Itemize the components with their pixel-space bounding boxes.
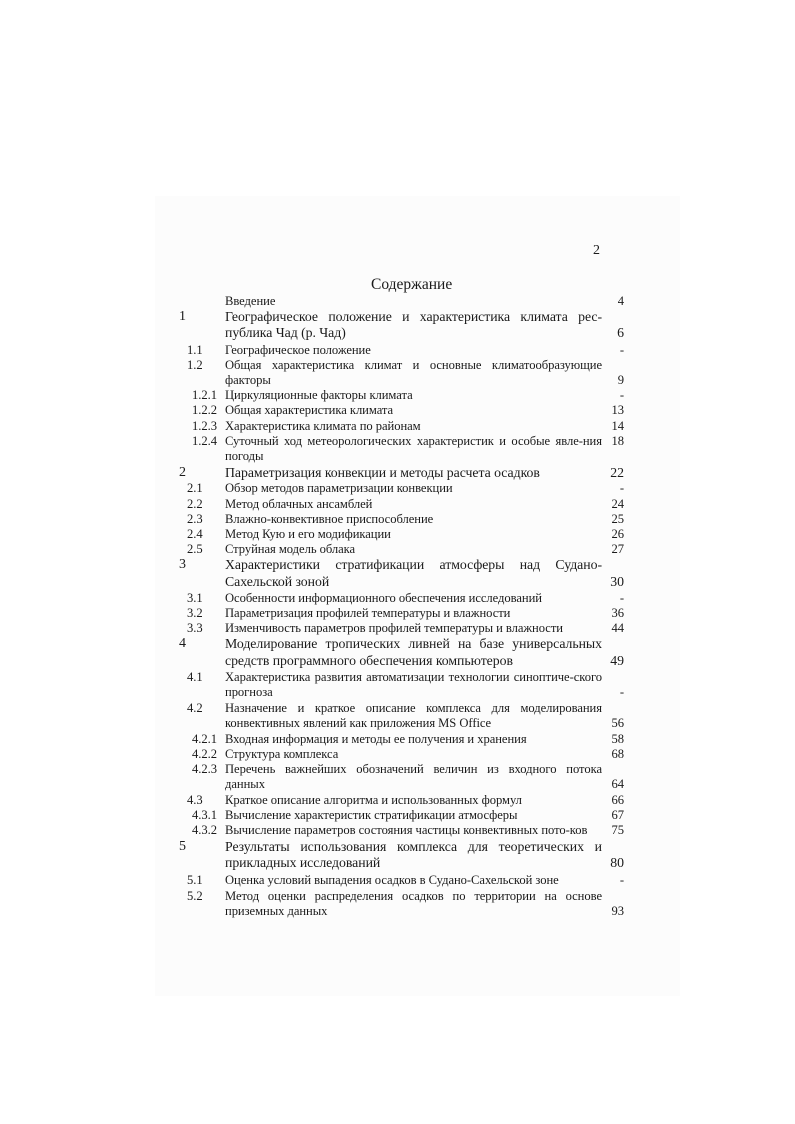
toc-entry	[174, 309, 632, 341]
toc-entry-page: 67	[611, 807, 624, 822]
toc-entry-number: 5.2	[187, 888, 203, 903]
toc-entry	[174, 481, 632, 496]
toc-entry-title: Метод облачных ансамблей	[225, 496, 373, 511]
toc-entry	[174, 419, 632, 434]
toc-entry-number: 3.1	[187, 590, 203, 605]
toc-entry-number: 3.3	[187, 621, 203, 636]
toc-entry-page: -	[619, 481, 624, 496]
toc-entry-number: 4	[179, 636, 186, 652]
toc-entry-title: Входная информация и методы ее получения и хранения	[225, 731, 527, 746]
toc-entry	[174, 403, 632, 418]
toc-entry-number: 1.2	[187, 357, 203, 372]
toc-entry-page: 44	[611, 621, 624, 636]
toc-entry-page: 58	[611, 731, 624, 746]
toc-entry	[174, 358, 632, 388]
toc-entry-page: -	[619, 685, 624, 700]
toc-entry-number: 4.2	[187, 701, 203, 716]
toc-entry-number: 1.2.1	[192, 388, 217, 403]
toc-entry-number: 4.2.1	[192, 731, 217, 746]
toc-entry-page: 9	[617, 373, 624, 388]
toc-entry-page: 13	[611, 403, 624, 418]
toc-entry-title: Циркуляционные факторы климата	[225, 388, 413, 403]
toc-entry-title: Введение	[225, 294, 276, 308]
toc-entry-title: Географическое положение и характеристика климата рес-публика Чад (р. Чад)	[225, 309, 602, 341]
toc-entry-number: 3	[179, 557, 186, 573]
toc-entry	[174, 512, 632, 527]
table-of-contents	[174, 294, 632, 919]
toc-entry	[174, 701, 632, 731]
toc-entry	[174, 670, 632, 700]
toc-entry-number: 2	[179, 465, 186, 481]
toc-entry-number: 1.1	[187, 342, 203, 357]
toc-entry-page: 24	[611, 496, 624, 511]
toc-entry-page: -	[619, 872, 624, 887]
toc-entry-number: 2.3	[187, 511, 203, 526]
toc-entry	[174, 808, 632, 823]
toc-entry-title: Характеристика развития автоматизации технологии синоптиче-ского прогноза	[225, 669, 602, 700]
toc-entry-page: 56	[611, 716, 624, 731]
toc-entry-page: -	[619, 388, 624, 403]
toc-entry	[174, 873, 632, 888]
toc-entry-page: 75	[611, 822, 624, 837]
toc-entry-title: Метод Кую и его модификации	[225, 527, 391, 542]
toc-entry	[174, 542, 632, 557]
toc-entry-title: Общая характеристика климата	[225, 403, 394, 418]
toc-entry-page: 22	[610, 465, 624, 481]
toc-entry	[174, 889, 632, 919]
page-number: 2	[593, 243, 600, 258]
toc-entry-number: 2.1	[187, 481, 203, 496]
toc-entry-number: 1.2.4	[192, 433, 217, 448]
toc-entry-number: 4.3.2	[192, 822, 217, 837]
toc-entry-page: 64	[611, 777, 624, 792]
toc-entry	[174, 636, 632, 668]
toc-entry-page: 6	[617, 325, 624, 341]
toc-entry-number: 1.2.3	[192, 418, 217, 433]
toc-entry-page: 68	[611, 746, 624, 761]
toc-entry	[174, 388, 632, 403]
toc-entry-number: 4.1	[187, 669, 203, 684]
toc-entry-page: 25	[611, 511, 624, 526]
toc-entry-title: Общая характеристика климат и основные климатообразующие факторы	[225, 357, 602, 388]
toc-entry	[174, 606, 632, 621]
toc-entry-title: Оценка условий выпадения осадков в Судано-Сахельской зоне	[225, 872, 559, 887]
toc-entry-number: 2.4	[187, 527, 203, 542]
toc-entry	[174, 823, 632, 838]
toc-entry-title: Характеристика климата по районам	[225, 418, 421, 433]
toc-entry	[174, 434, 632, 464]
toc-entry-number: 4.2.3	[192, 762, 217, 777]
toc-entry-page: 30	[610, 573, 624, 589]
toc-entry-number: 4.3	[187, 792, 203, 807]
toc-entry	[174, 527, 632, 542]
toc-entry-title: Вычисление параметров состояния частицы конвективных пото-ков	[225, 822, 588, 837]
toc-entry-number: 4.3.1	[192, 807, 217, 822]
toc-entry-title: Результаты использования комплекса для теоретических и прикладных исследований	[225, 839, 602, 871]
toc-entry-page: 66	[611, 792, 624, 807]
toc-entry	[174, 557, 632, 589]
toc-entry-page: 36	[611, 606, 624, 621]
toc-entry-number: 2.5	[187, 542, 203, 557]
toc-entry-number: 4.2.2	[192, 746, 217, 761]
toc-entry-title: Струйная модель облака	[225, 542, 356, 557]
toc-entry-title: Обзор методов параметризации конвекции	[225, 481, 453, 496]
toc-entry	[174, 839, 632, 871]
toc-entry-number: 1.2.2	[192, 403, 217, 418]
toc-entry-title: Особенности информационного обеспечения исследований	[225, 590, 542, 605]
toc-entry-title: Перечень важнейших обозначений величин из входного потока данных	[225, 762, 602, 792]
toc-entry-title: Краткое описание алгоритма и использованных формул	[225, 792, 522, 807]
toc-entry-page: 14	[611, 418, 624, 433]
toc-entry-number: 1	[179, 309, 186, 325]
toc-entry	[174, 747, 632, 762]
toc-entry-page: -	[619, 342, 624, 357]
toc-entry-page: 26	[611, 527, 624, 542]
toc-entry-page: 27	[611, 542, 624, 557]
toc-entry-number: 5.1	[187, 872, 203, 887]
toc-entry-page: 4	[617, 294, 624, 308]
toc-entry-page: 80	[610, 855, 624, 871]
toc-entry-title: Параметризация профилей температуры и влажности	[225, 606, 511, 621]
toc-entry-page: -	[619, 590, 624, 605]
toc-entry-title: Вычисление характеристик стратификации атмосферы	[225, 807, 518, 822]
toc-entry	[174, 732, 632, 747]
toc-entry-title: Географическое положение	[225, 342, 371, 357]
toc-entry-title: Назначение и краткое описание комплекса для моделирования конвективных явлений как приложения MS Office	[225, 701, 602, 731]
toc-entry	[174, 793, 632, 808]
toc-entry-title: Параметризация конвекции и методы расчета осадков	[225, 465, 540, 481]
toc-entry	[174, 343, 632, 358]
toc-entry	[174, 294, 632, 309]
toc-entry-title: Моделирование тропических ливней на базе универсальных средств программного обеспечения компьютеров	[225, 636, 602, 668]
toc-entry	[174, 762, 632, 792]
toc-entry	[174, 497, 632, 512]
toc-entry-page: 93	[611, 903, 624, 918]
toc-entry-title: Суточный ход метеорологических характеристик и особые явле-ния погоды	[225, 433, 602, 464]
toc-title: Содержание	[371, 276, 453, 293]
toc-entry-page: 18	[611, 433, 624, 448]
toc-entry-number: 5	[179, 839, 186, 855]
toc-entry	[174, 465, 632, 481]
toc-entry-title: Метод оценки распределения осадков по территории на основе приземных данных	[225, 888, 602, 918]
toc-entry	[174, 591, 632, 606]
toc-entry-title: Структура комплекса	[225, 746, 339, 761]
toc-entry-page: 49	[610, 652, 624, 668]
toc-entry-number: 3.2	[187, 606, 203, 621]
toc-entry-number: 2.2	[187, 496, 203, 511]
toc-entry-title: Характеристики стратификации атмосферы над Судано-Сахельской зоной	[225, 557, 602, 589]
toc-entry	[174, 621, 632, 636]
toc-entry-title: Изменчивость параметров профилей температуры и влажности	[225, 621, 563, 636]
toc-entry-title: Влажно-конвективное приспособление	[225, 511, 434, 526]
